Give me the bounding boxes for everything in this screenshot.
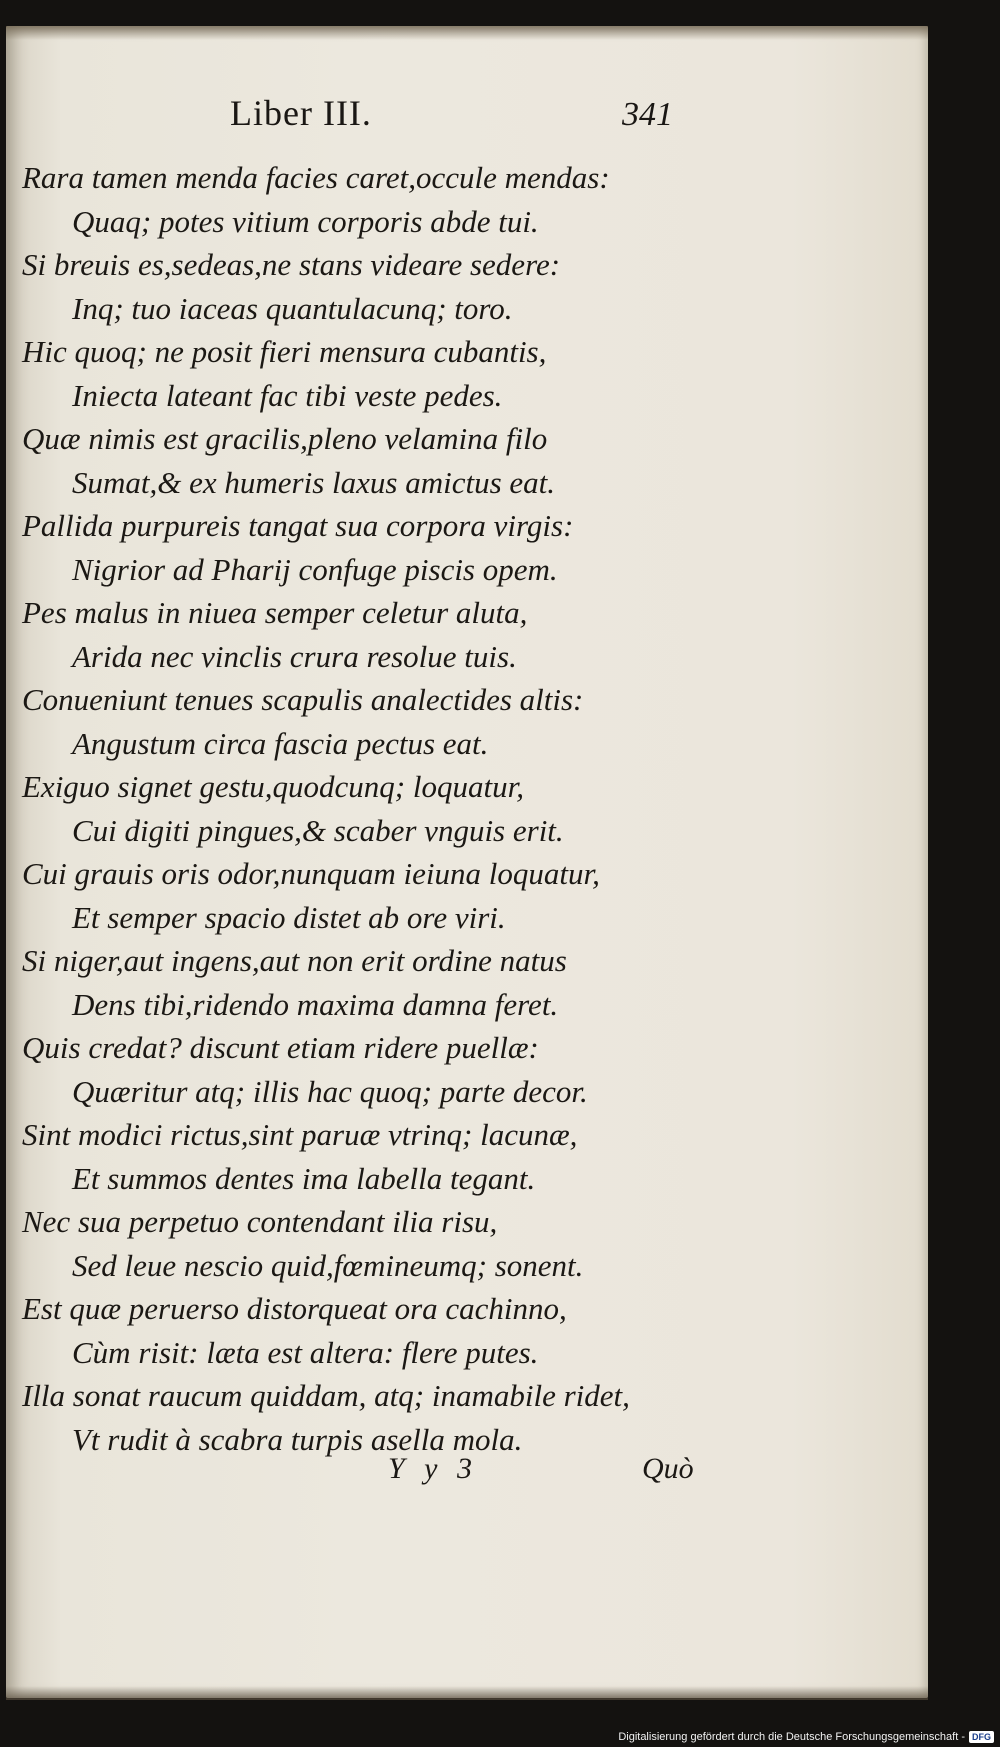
verse-text-block xyxy=(22,156,722,1461)
verse-line: Cui grauis oris odor,nunquam ieiuna loquatur, xyxy=(22,856,600,891)
verse-line: Est quæ peruerso distorqueat ora cachinno, xyxy=(22,1291,567,1326)
verse-line: Vt rudit à scabra turpis asella mola. xyxy=(72,1421,523,1457)
verse-line: Rara tamen menda facies caret,occule mendas: xyxy=(22,160,610,195)
catchword: Quò xyxy=(642,1452,694,1485)
verse-line: Cui digiti pingues,& scaber vnguis erit. xyxy=(72,812,564,848)
verse-line: Nec sua perpetuo contendant ilia risu, xyxy=(22,1204,498,1239)
verse-line: Exiguo signet gestu,quodcunq; loquatur, xyxy=(22,769,524,804)
verse-line: Quaq; potes vitium corporis abde tui. xyxy=(72,203,539,239)
page-top-edge xyxy=(6,26,928,40)
verse-line: Hic quoq; ne posit fieri mensura cubantis, xyxy=(22,334,547,369)
verse-line: Quæritur atq; illis hac quoq; parte decor. xyxy=(72,1073,588,1109)
verse-line: Quis credat? discunt etiam ridere puellæ: xyxy=(22,1030,539,1065)
verse-line: Sed leue nescio quid,fœmineumq; sonent. xyxy=(72,1247,584,1283)
verse-line: Illa sonat raucum quiddam, atq; inamabile ridet, xyxy=(22,1378,630,1413)
signature-mark: Y y 3 xyxy=(388,1452,478,1485)
running-head: Liber III. xyxy=(230,93,372,133)
verse-line: Sumat,& ex humeris laxus amictus eat. xyxy=(72,464,556,500)
verse-line: Sint modici rictus,sint paruæ vtrinq; lacunæ, xyxy=(22,1117,578,1152)
credit-text: Digitalisierung gefördert durch die Deutsche Forschungsgemeinschaft - xyxy=(618,1731,965,1743)
verse-line: Pes malus in niuea semper celetur aluta, xyxy=(22,595,528,630)
verse-line: Iniecta lateant fac tibi veste pedes. xyxy=(72,377,503,413)
page-bottom-edge xyxy=(6,1686,928,1700)
verse-line: Arida nec vinclis crura resolue tuis. xyxy=(72,638,517,674)
verse-line: Si niger,aut ingens,aut non erit ordine natus xyxy=(22,943,567,978)
page-number: 341 xyxy=(622,96,673,133)
verse-line: Si breuis es,sedeas,ne stans videare sedere: xyxy=(22,247,561,282)
dfg-logo: DFG xyxy=(969,1731,994,1743)
verse-line: Et summos dentes ima labella tegant. xyxy=(72,1160,536,1196)
verse-line: Nigrior ad Pharij confuge piscis opem. xyxy=(72,551,558,587)
digitization-credit xyxy=(618,1731,994,1743)
verse-line: Conueniunt tenues scapulis analectides altis: xyxy=(22,682,584,717)
verse-line: Dens tibi,ridendo maxima damna feret. xyxy=(72,986,559,1022)
verse-line: Cùm risit: læta est altera: flere putes. xyxy=(72,1334,539,1370)
verse-line: Quæ nimis est gracilis,pleno velamina filo xyxy=(22,421,548,456)
verse-line: Inq; tuo iaceas quantulacunq; toro. xyxy=(72,290,513,326)
verse-line: Angustum circa fascia pectus eat. xyxy=(72,725,489,761)
verse-line: Et semper spacio distet ab ore viri. xyxy=(72,899,506,935)
verse-line: Pallida purpureis tangat sua corpora virgis: xyxy=(22,508,574,543)
